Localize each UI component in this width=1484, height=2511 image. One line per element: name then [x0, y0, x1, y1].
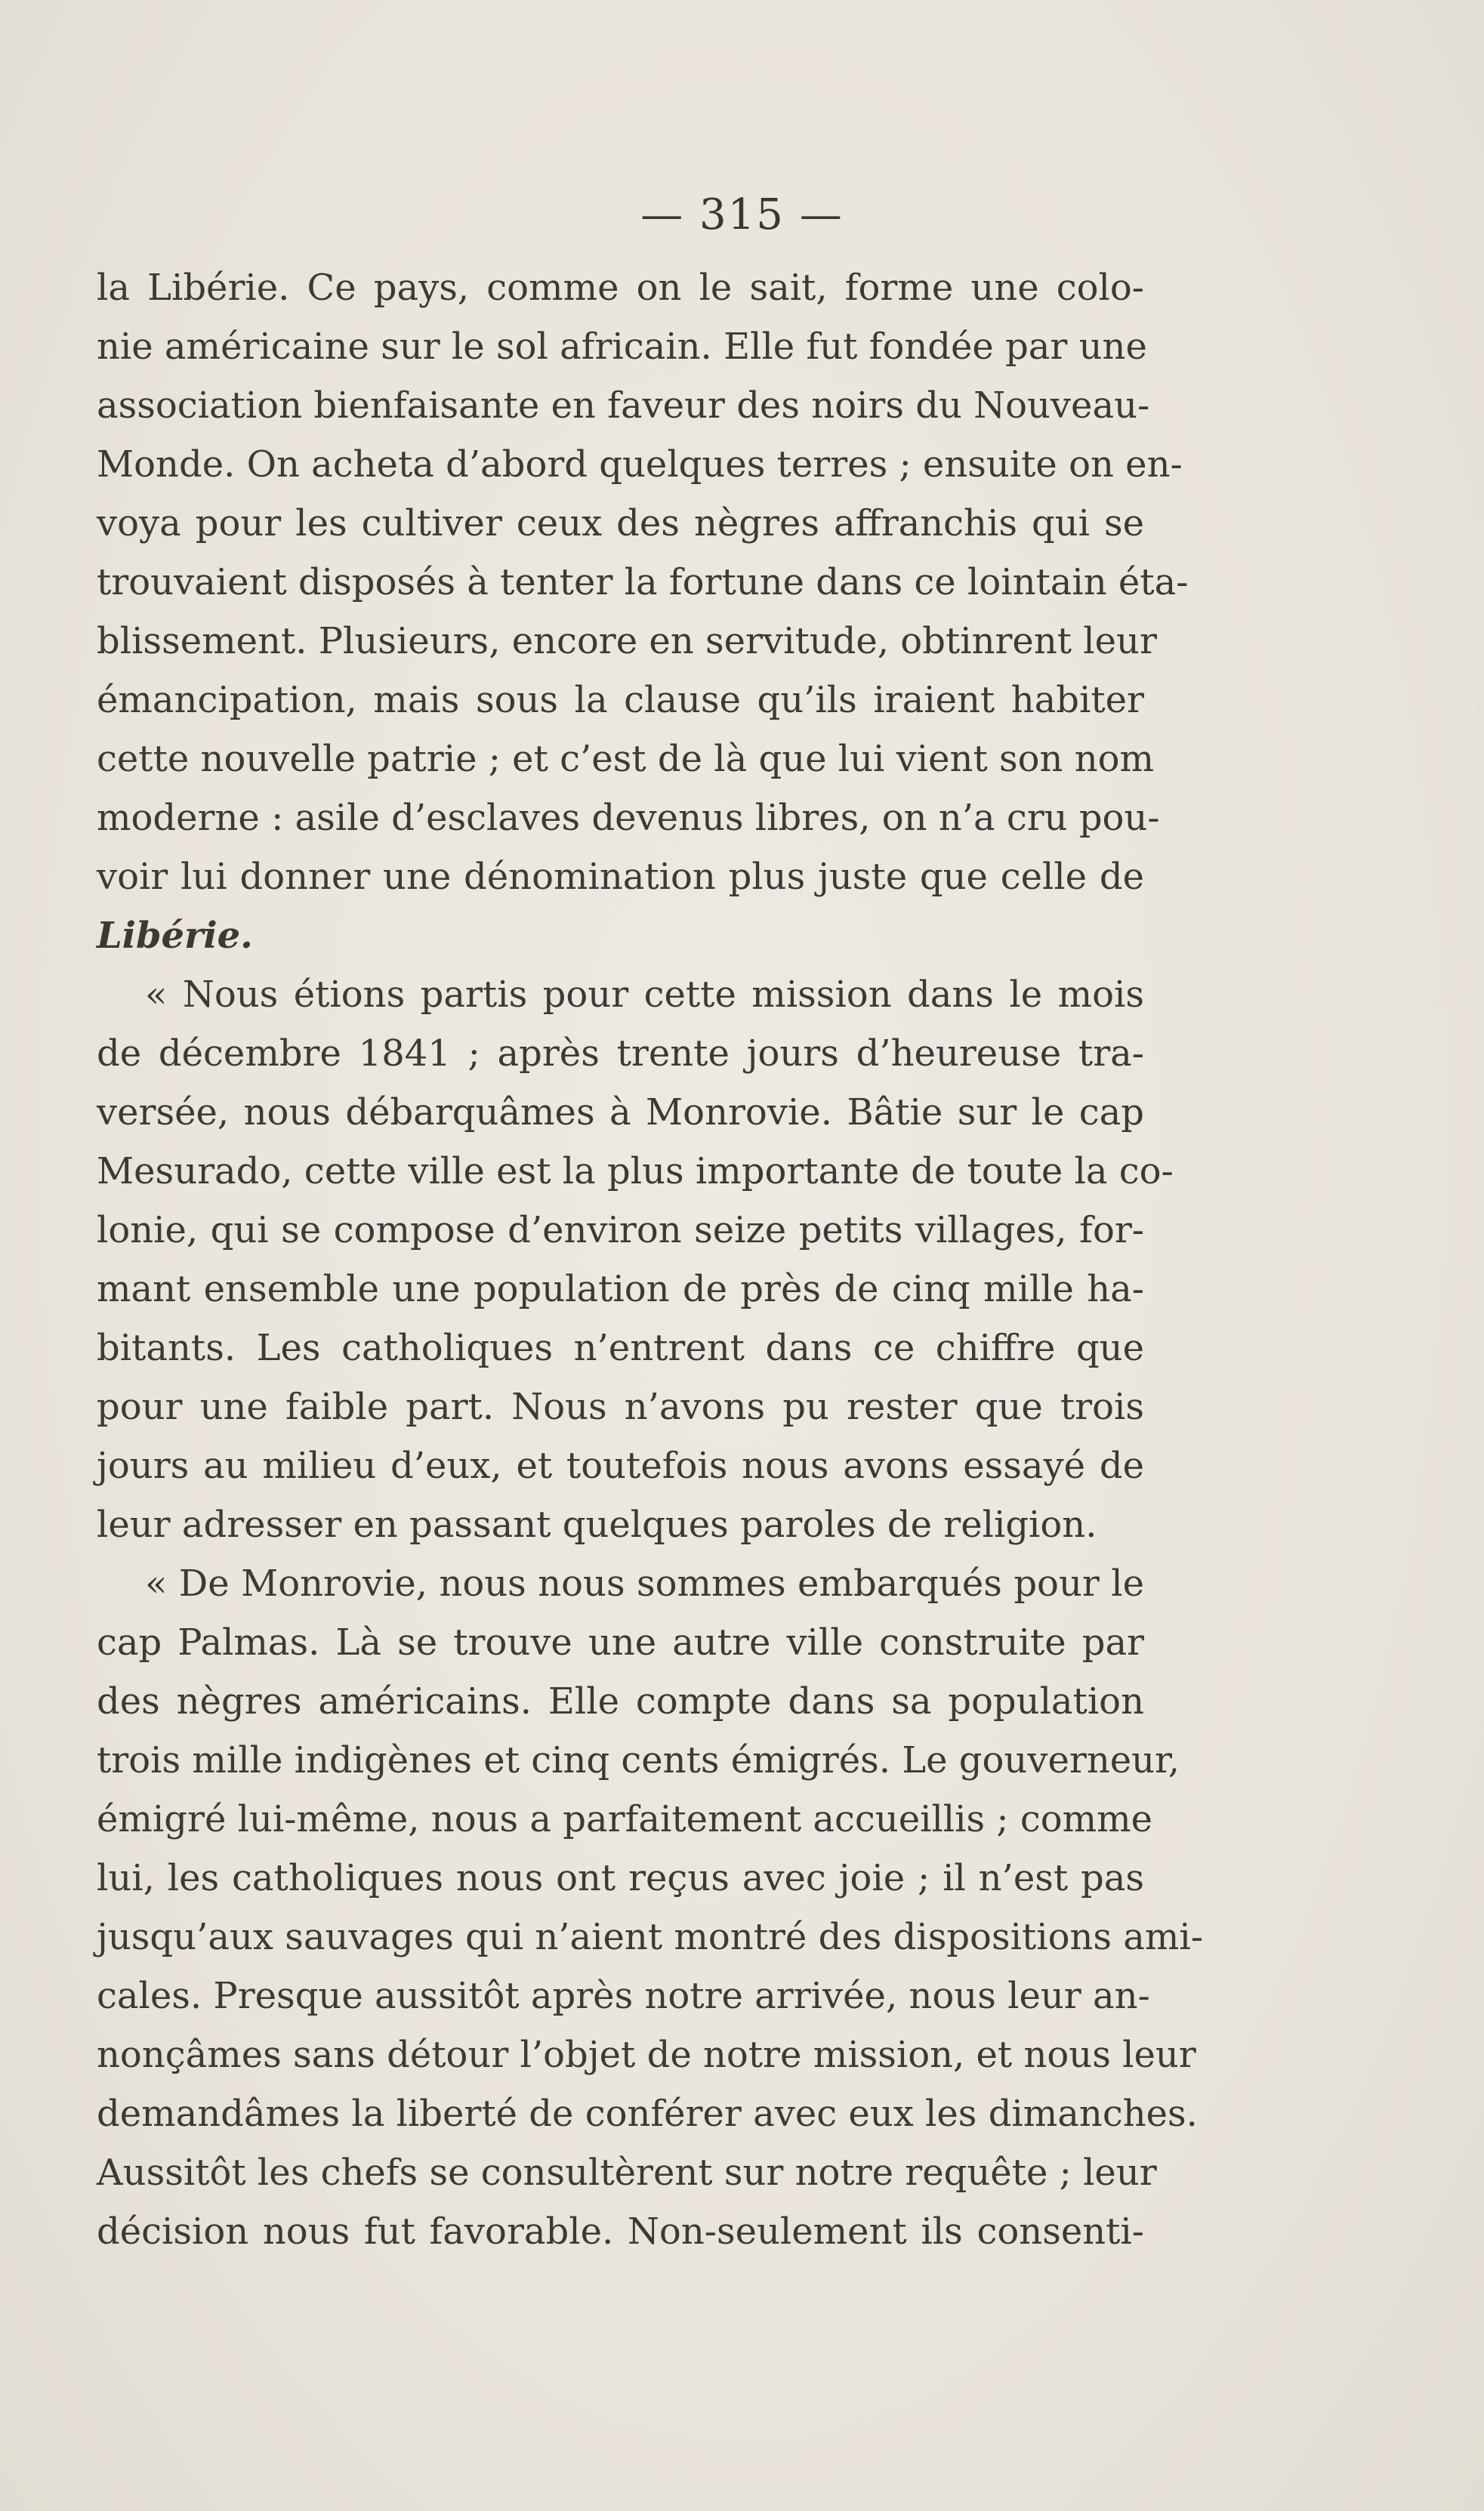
body-text — [97, 258, 1203, 2261]
text-line: blissement. Plusieurs, encore en servitude, obtinrent leur — [97, 620, 1157, 662]
text-line: trouvaient disposés à tenter la fortune dans ce lointain éta- — [97, 561, 1189, 603]
text-line: mant ensemble une population de près de cinq mille ha- — [97, 1268, 1144, 1310]
page-number: — 315 — — [640, 190, 844, 239]
text-line: Monde. On acheta d’abord quelques terres ; ensuite on en- — [97, 443, 1183, 486]
text-line: cap Palmas. Là se trouve une autre ville construite par — [97, 1621, 1144, 1664]
text-line: émancipation, mais sous la clause qu’ils iraient habiter — [97, 679, 1144, 721]
text-line: nonçâmes sans détour l’objet de notre mission, et nous leur — [97, 2034, 1196, 2076]
text-line: Aussitôt les chefs se consultèrent sur notre requête ; leur — [97, 2152, 1157, 2194]
text-line: de décembre 1841 ; après trente jours d’heureuse tra- — [97, 1032, 1144, 1075]
text-line: lonie, qui se compose d’environ seize petits villages, for- — [97, 1209, 1144, 1251]
text-line: association bienfaisante en faveur des noirs du Nouveau- — [97, 384, 1150, 427]
text-line: pour une faible part. Nous n’avons pu rester que trois — [97, 1386, 1144, 1428]
text-line: « De Monrovie, nous nous sommes embarqués pour le — [145, 1562, 1144, 1605]
text-line: bitants. Les catholiques n’entrent dans ce chiffre que — [97, 1327, 1144, 1369]
text-line: leur adresser en passant quelques paroles de religion. — [97, 1504, 1097, 1546]
text-line: cales. Presque aussitôt après notre arrivée, nous leur an- — [97, 1975, 1150, 2017]
text-line: « Nous étions partis pour cette mission dans le mois — [145, 973, 1144, 1016]
text-line: décision nous fut favorable. Non-seulement ils consenti- — [97, 2210, 1144, 2253]
text-line: nie américaine sur le sol africain. Elle fut fondée par une — [97, 325, 1147, 368]
text-line: demandâmes la liberté de conférer avec eux les dimanches. — [97, 2093, 1198, 2135]
text-line: versée, nous débarquâmes à Monrovie. Bâtie sur le cap — [97, 1091, 1144, 1134]
text-line: jusqu’aux sauvages qui n’aient montré des dispositions ami- — [97, 1916, 1203, 1958]
text-line: la Libérie. Ce pays, comme on le sait, forme une colo- — [97, 267, 1144, 309]
text-line: voya pour les cultiver ceux des nègres affranchis qui se — [97, 502, 1144, 544]
text-line: émigré lui-même, nous a parfaitement accueillis ; comme — [97, 1798, 1153, 1840]
text-line: lui, les catholiques nous ont reçus avec joie ; il n’est pas — [97, 1857, 1144, 1899]
text-line: trois mille indigènes et cinq cents émigrés. Le gouverneur, — [97, 1739, 1180, 1781]
text-line: cette nouvelle patrie ; et c’est de là que lui vient son nom — [97, 738, 1155, 780]
text-line-italic: Libérie. — [97, 915, 253, 957]
text-line: voir lui donner une dénomination plus juste que celle de — [97, 856, 1144, 898]
text-line: Mesurado, cette ville est la plus importante de toute la co- — [97, 1150, 1174, 1192]
text-line: moderne : asile d’esclaves devenus libres, on n’a cru pou- — [97, 797, 1160, 839]
text-line: jours au milieu d’eux, et toutefois nous avons essayé de — [97, 1445, 1144, 1487]
text-line: des nègres américains. Elle compte dans sa population — [97, 1680, 1144, 1723]
